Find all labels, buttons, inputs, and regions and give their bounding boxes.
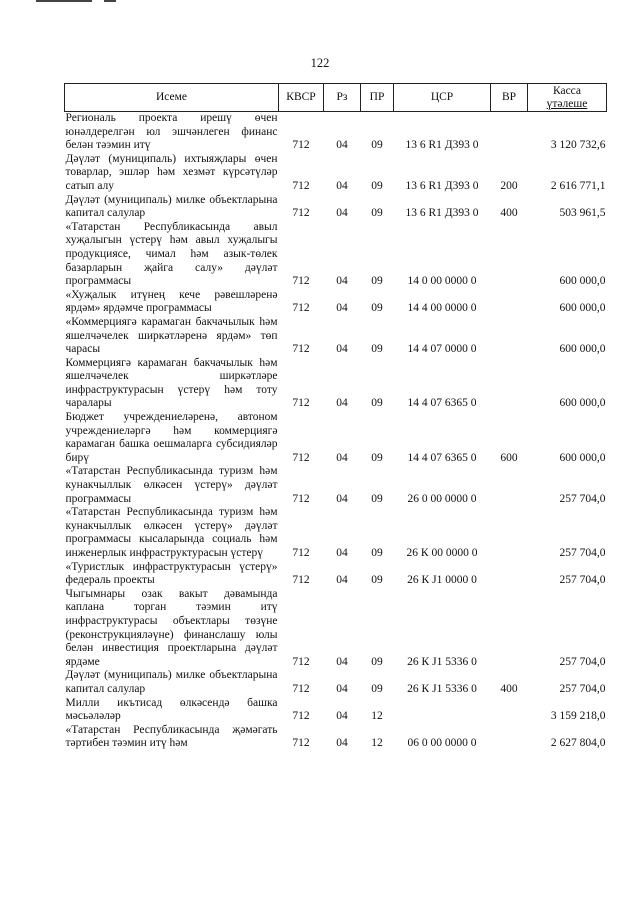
- cell-csr: 14 4 07 0000 0: [407, 343, 477, 356]
- cell-sum: 503 961,5: [559, 207, 606, 220]
- cell-kvsr: 712: [292, 139, 310, 152]
- cell-vr: [491, 357, 528, 411]
- cell-kvsr: 712: [292, 343, 310, 356]
- cell-vr: 400: [500, 207, 518, 220]
- header-kassa-line1: Касса: [552, 84, 582, 97]
- cell-sum: 2 616 771,1: [550, 179, 606, 192]
- cell-pr: 09: [371, 492, 383, 505]
- table-row: [65, 153, 607, 194]
- header-pr: ПР: [361, 84, 394, 112]
- cell-sum: 257 704,0: [559, 682, 606, 695]
- cell-sum: 600 000,0: [559, 275, 606, 288]
- table-row: [65, 588, 607, 670]
- cell-pr: 09: [371, 397, 383, 410]
- table-header-row: [65, 84, 607, 112]
- cell-csr: 26 К 00 0000 0: [406, 547, 478, 559]
- cell-rz: 04: [336, 397, 348, 410]
- header-vr: ВР: [491, 84, 528, 112]
- cell-kvsr: 712: [292, 302, 310, 315]
- cell-sum: 257 704,0: [559, 492, 606, 505]
- cell-pr: 09: [371, 451, 383, 464]
- cell-vr: [491, 588, 528, 670]
- cell-rz: 04: [336, 547, 348, 559]
- cell-pr: 09: [371, 179, 383, 192]
- cell-rz: 04: [336, 275, 348, 288]
- table-row: [65, 289, 607, 316]
- cell-rz: 04: [336, 343, 348, 356]
- header-rz: Рз: [324, 84, 361, 112]
- cell-name: «Хуҗалык итүнең кече рәвешләренә ярдәм» ярдәмче программасы: [65, 288, 278, 315]
- table-row: [65, 506, 607, 560]
- cell-kvsr: 712: [292, 682, 310, 695]
- cell-sum: 257 704,0: [559, 655, 606, 668]
- cell-name: «Туристлык инфраструктурасын үстерү» федераль проекты: [65, 560, 278, 587]
- cell-csr: 14 4 07 6365 0: [407, 397, 477, 410]
- cell-kvsr: 712: [292, 451, 310, 464]
- header-kassa: [528, 84, 607, 112]
- cell-sum: 600 000,0: [559, 451, 606, 464]
- cell-sum: 257 704,0: [559, 547, 606, 559]
- cell-vr: [491, 112, 528, 153]
- header-name: Исеме: [65, 84, 279, 112]
- cell-pr: 09: [371, 655, 383, 668]
- header-csr: ЦСР: [394, 84, 491, 112]
- cell-csr: 13 6 R1 Д393 0: [405, 207, 479, 220]
- cell-sum: 600 000,0: [559, 343, 606, 356]
- top-edge-mark: [36, 0, 92, 2]
- cell-csr: 26 К J1 5336 0: [407, 682, 477, 695]
- cell-rz: 04: [336, 655, 348, 668]
- cell-name: «Коммерциягә карамаган бакчачылык һәм яшелчәчелек ширкәтләренә ярдәм» төп чарасы: [65, 315, 278, 356]
- cell-pr: 09: [371, 547, 383, 559]
- cell-vr: [491, 289, 528, 316]
- cell-rz: 04: [336, 179, 348, 192]
- header-kvsr: КВСР: [279, 84, 324, 112]
- page-number: 122: [310, 56, 330, 70]
- cell-sum: 2 627 804,0: [550, 737, 606, 750]
- cell-csr: 26 0 00 0000 0: [407, 492, 477, 505]
- cell-csr: 26 К J1 0000 0: [407, 574, 477, 587]
- cell-vr: [491, 506, 528, 560]
- cell-csr: 13 6 R1 Д393 0: [405, 139, 479, 152]
- cell-sum: 257 704,0: [559, 574, 606, 587]
- cell-pr: 09: [371, 139, 383, 152]
- cell-kvsr: 712: [292, 547, 310, 559]
- cell-vr: 400: [500, 682, 518, 695]
- cell-csr: 14 4 00 0000 0: [407, 302, 477, 315]
- cell-rz: 04: [336, 302, 348, 315]
- cell-name: Милли икътисад өлкәсендә башка мәсьәләләр: [65, 696, 278, 723]
- cell-pr: 09: [371, 302, 383, 315]
- cell-kvsr: 712: [292, 737, 310, 750]
- cell-csr: 06 0 00 0000 0: [407, 737, 477, 750]
- cell-name: Коммерциягә карамаган бакчачылык һәм яшелчәчелек ширкәтләре инфраструктурасын үстерү һәм тоту чаралары: [65, 356, 278, 410]
- table-row: [65, 724, 607, 751]
- cell-name: «Татарстан Республикасында туризм һәм кунакчыллык өлкәсен үстерү» дәүләт программасы: [65, 465, 278, 505]
- cell-kvsr: 712: [292, 397, 310, 410]
- cell-kvsr: 712: [292, 710, 310, 723]
- cell-kvsr: 712: [292, 275, 310, 288]
- table-row: [65, 194, 607, 221]
- cell-pr: 12: [371, 710, 383, 723]
- cell-pr: 09: [371, 682, 383, 695]
- cell-kvsr: 712: [292, 207, 310, 220]
- budget-table: [64, 83, 607, 751]
- cell-name: Региональ проекта ирешү өчен юнәлдерелгән юл эшчәнлеген финанс белән тәэмин итү: [65, 112, 278, 152]
- cell-vr: [491, 316, 528, 357]
- cell-name: Дәүләт (муниципаль) милке объектларына капитал салулар: [65, 193, 278, 220]
- cell-vr: [491, 221, 528, 289]
- cell-sum: 3 120 732,6: [550, 139, 606, 152]
- cell-rz: 04: [336, 574, 348, 587]
- cell-vr: [491, 697, 528, 724]
- cell-csr: [394, 697, 491, 724]
- cell-name: Бюджет учреждениеләренә, автоном учреждениеләргә һәм коммерциягә карамаган башка оешмаларга субсидияләр бирү: [65, 411, 278, 464]
- table-row: [65, 316, 607, 357]
- cell-pr: 09: [371, 574, 383, 587]
- table-row: [65, 465, 607, 506]
- cell-name: «Татарстан Республикасында туризм һәм кунакчыллык өлкәсен үстерү» дәүләт программасы кысаларында социаль һәм инженерлык инфраструктурасын үстерү: [65, 506, 278, 559]
- cell-sum: 600 000,0: [559, 397, 606, 410]
- cell-name: «Татарстан Республикасында авыл хуҗалыгын үстерү һәм авыл хуҗалыгы продукциясе, чимал һәм азык-төлек базарларын җайга салу» дәүләт программасы: [65, 220, 278, 288]
- cell-csr: 14 4 07 6365 0: [407, 451, 477, 464]
- cell-kvsr: 712: [292, 179, 310, 192]
- header-kassa-line2: үтәлеше: [546, 97, 588, 110]
- table-row: [65, 561, 607, 588]
- cell-name: Дәүләт (муниципаль) ихтыяҗлары өчен товарлар, эшләр һәм хезмәт күрсәтүләр сатып алу: [65, 152, 278, 192]
- cell-rz: 04: [336, 737, 348, 750]
- cell-rz: 04: [336, 682, 348, 695]
- cell-rz: 04: [336, 492, 348, 505]
- cell-csr: 13 6 R1 Д393 0: [405, 179, 479, 192]
- cell-kvsr: 712: [292, 655, 310, 668]
- cell-pr: 12: [371, 737, 383, 750]
- cell-vr: [491, 465, 528, 506]
- cell-sum: 3 159 218,0: [550, 710, 606, 723]
- cell-rz: 04: [336, 139, 348, 152]
- cell-name: Чыгымнары озак вакыт дәвамында каплана торган тәэмин итү инфраструктурасы объектлары төзүне (реконструкцияләүне) финанслашу юлы белән инвестиция проектларына дәүләт ярдәме: [65, 587, 278, 668]
- table-row: [65, 411, 607, 465]
- cell-rz: 04: [336, 451, 348, 464]
- cell-name: Дәүләт (муниципаль) милке объектларына капитал салулар: [65, 669, 278, 695]
- cell-vr: [491, 561, 528, 588]
- cell-pr: 09: [371, 275, 383, 288]
- cell-rz: 04: [336, 710, 348, 723]
- cell-sum: 600 000,0: [559, 302, 606, 315]
- cell-csr: 26 К J1 5336 0: [407, 655, 477, 668]
- cell-rz: 04: [336, 207, 348, 220]
- top-edge-mark: [104, 0, 116, 2]
- table-row: [65, 669, 607, 696]
- cell-pr: 09: [371, 343, 383, 356]
- cell-name: «Татарстан Республикасында җәмәгать тәртибен тәэмин итү һәм: [65, 723, 278, 750]
- cell-kvsr: 712: [292, 574, 310, 587]
- cell-vr: [491, 724, 528, 751]
- cell-vr: 600: [500, 451, 518, 464]
- table-row: [65, 112, 607, 153]
- cell-kvsr: 712: [292, 492, 310, 505]
- cell-vr: 200: [500, 179, 518, 192]
- table-row: [65, 697, 607, 724]
- table-row: [65, 357, 607, 411]
- table-row: [65, 221, 607, 289]
- cell-csr: 14 0 00 0000 0: [407, 275, 477, 288]
- cell-pr: 09: [371, 207, 383, 220]
